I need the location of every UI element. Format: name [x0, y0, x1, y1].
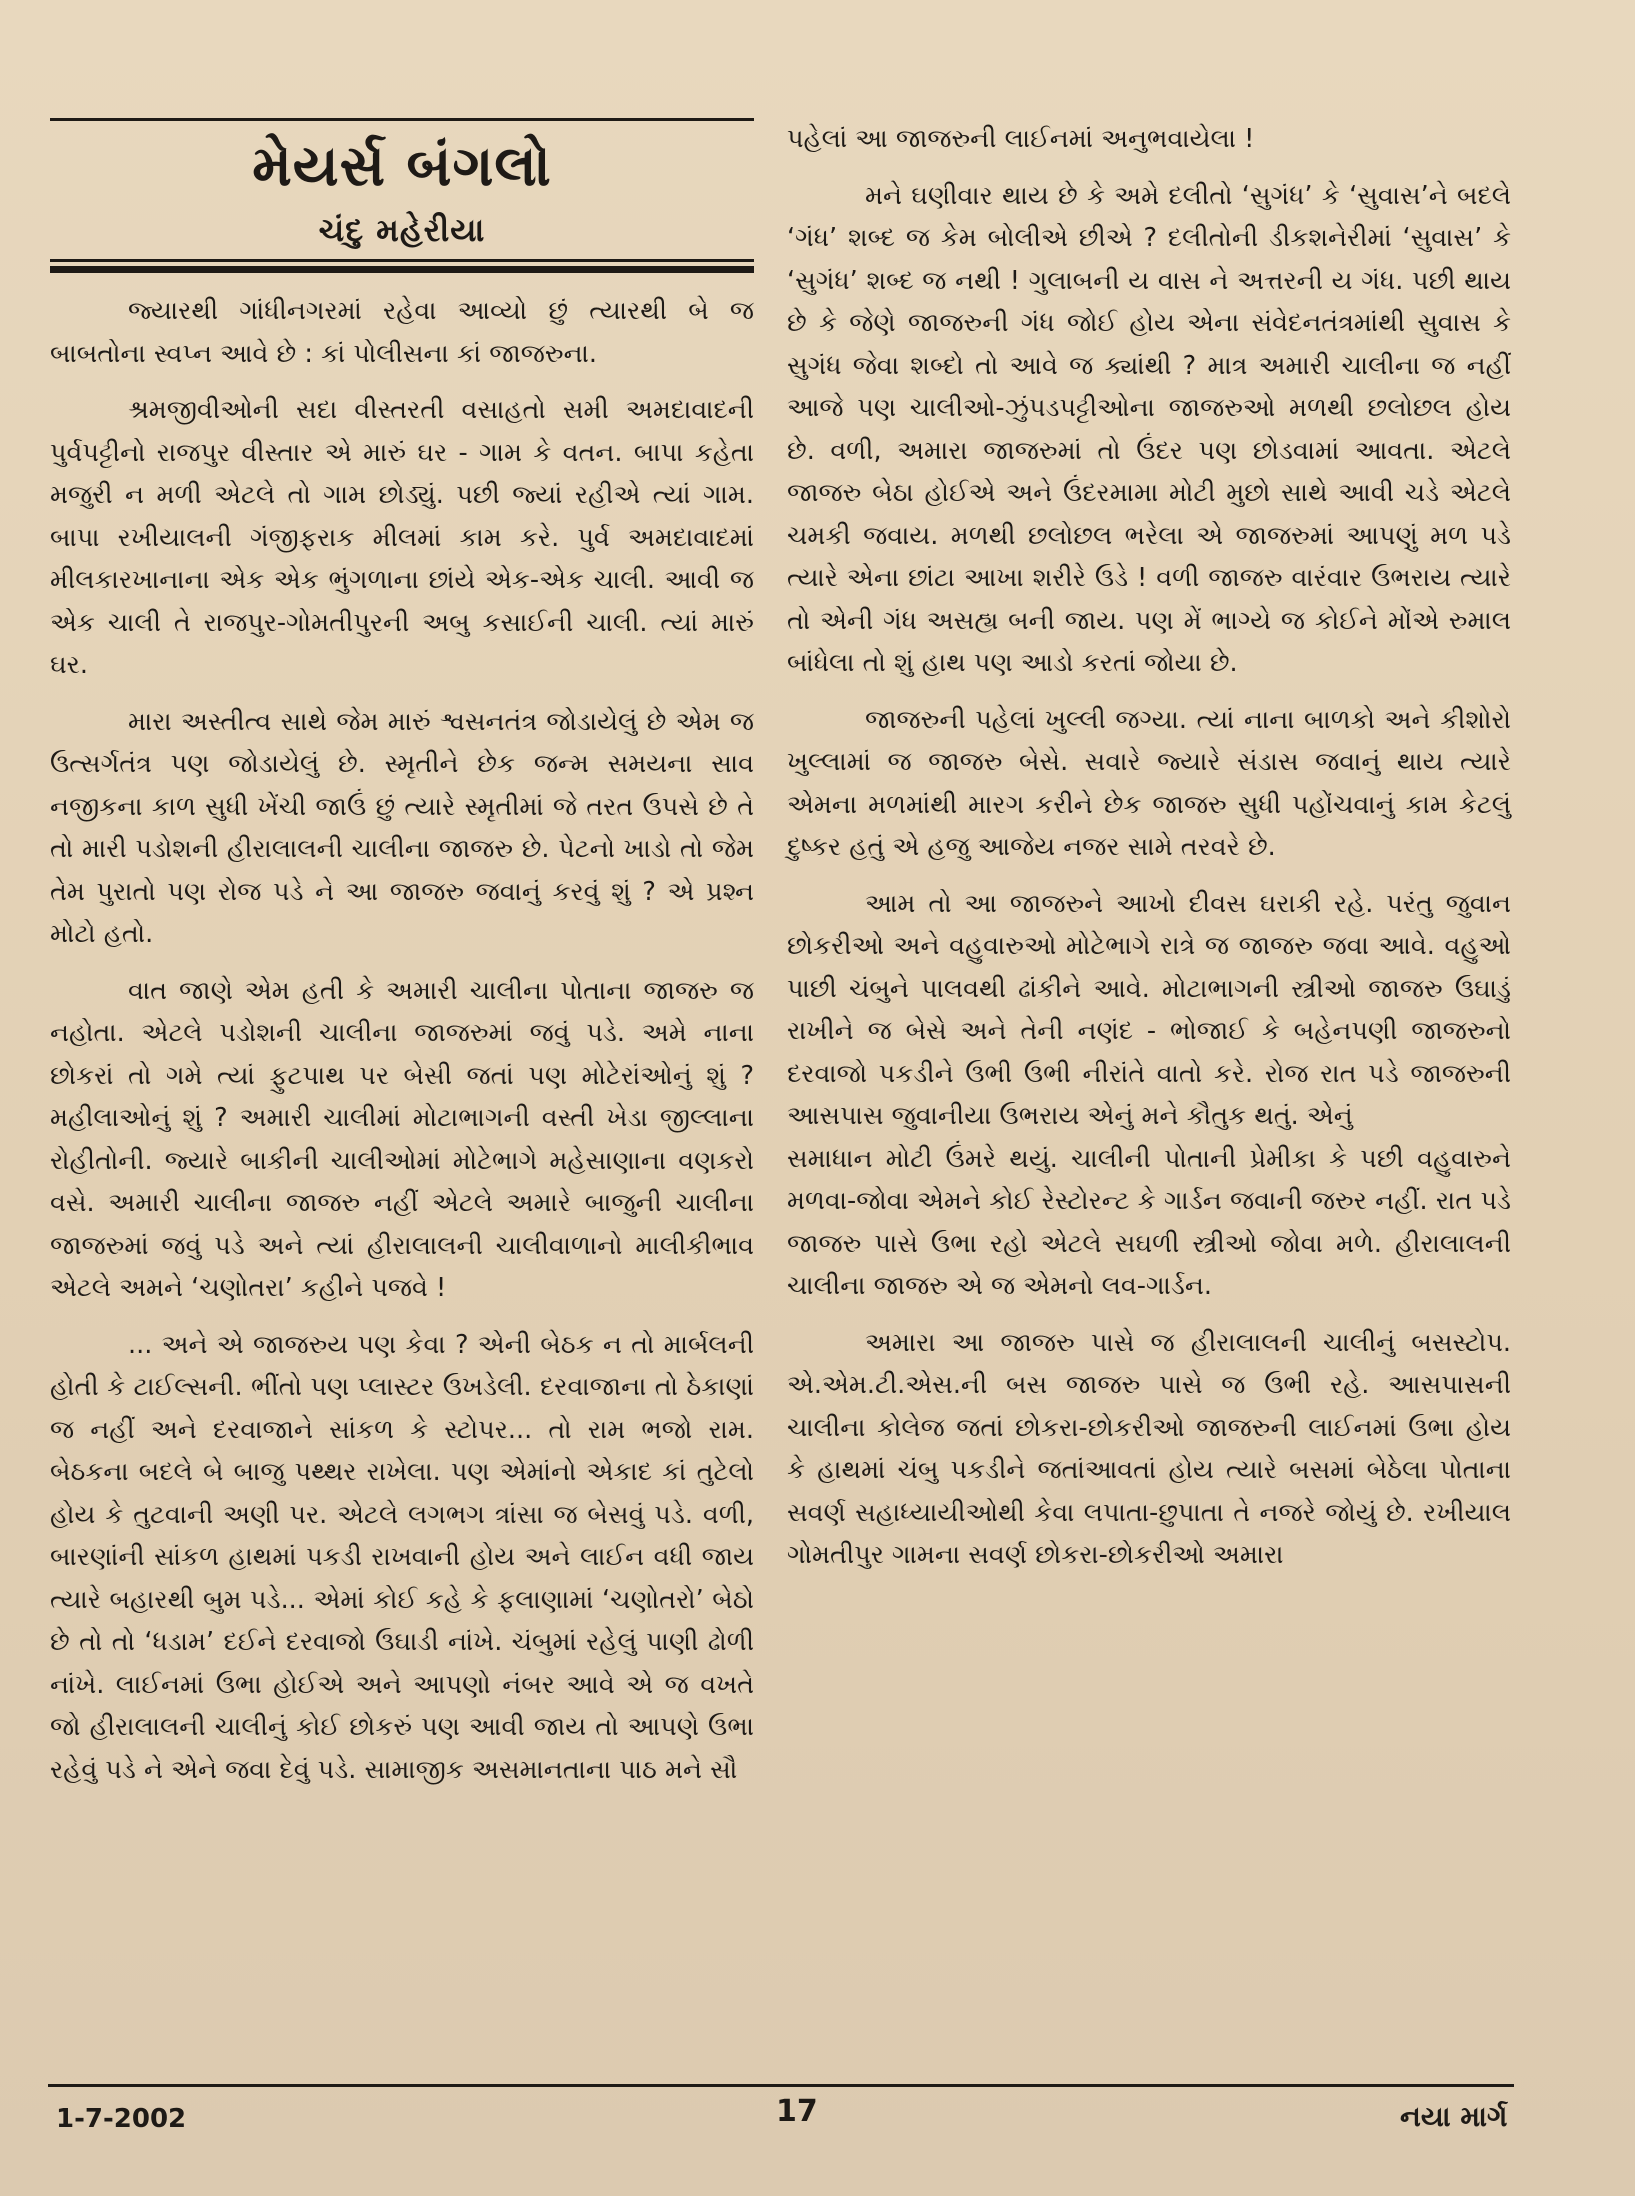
issue-date: 1-7-2002: [56, 2104, 187, 2134]
paragraph: મને ઘણીવાર થાય છે કે અમે દલીતો ‘સુગંધ’ કે ‘સુવાસ’ને બદલે ‘ગંધ’ શબ્દ જ કેમ બોલીએ છીએ ? દલીતોની ડીકશનેરીમાં ‘સુવાસ’ કે ‘સુગંધ’ શબ્દ જ નથી ! ગુલાબની ય વાસ ને અત્તરની ય ગંધ. પછી થાય છે કે જેણે જાજરુની ગંધ જોઈ હોય એના સંવેદનતંત્રમાંથી સુવાસ કે સુગંધ જેવા શબ્દો તો આવે જ ક્યાંથી ? માત્ર અમારી ચાલીના જ નહીં આજે પણ ચાલીઓ-ઝુંપડપટ્ટીઓના જાજરુઓ મળથી છલોછલ હોય છે. વળી, અમારા જાજરુમાં તો ઉંદર પણ છોડવામાં આવતા. એટલે જાજરુ બેઠા હોઈએ અને ઉંદરમામા મોટી મુછો સાથે આવી ચડે એટલે ચમકી જવાય. મળથી છલોછલ ભરેલા એ જાજરુમાં આપણું મળ પડે ત્યારે એના છાંટા આખા શરીરે ઉડે ! વળી જાજરુ વારંવાર ઉભરાય ત્યારે તો એની ગંધ અસહ્ય બની જાય. પણ મેં ભાગ્યે જ કોઈને મોંએ રુમાલ બાંધેલા તો શું હાથ પણ આડો કરતાં જોયા છે.: [787, 180, 1511, 678]
footer-rule: [48, 2084, 1514, 2087]
header-bottom-rule-thick: [50, 266, 754, 273]
header-top-rule: [50, 118, 754, 121]
article-author: ચંદુ મહેરીયા: [318, 211, 486, 249]
paragraph: પહેલાં આ જાજરુની લાઈનમાં અનુભવાયેલા !: [787, 124, 1255, 154]
paragraph: અમારા આ જાજરુ પાસે જ હીરાલાલની ચાલીનું બસસ્ટોપ. એ.એમ.ટી.એસ.ની બસ જાજરુ પાસે જ ઉભી રહે. આસપાસની ચાલીના કોલેજ જતાં છોકરા-છોકરીઓ જાજરુની લાઈનમાં ઉભા હોય કે હાથમાં ચંબુ પકડીને જતાંઆવતાં હોય ત્યારે બસમાં બેઠેલા પોતાના સવર્ણ સહાધ્યાયીઓથી કેવા લપાતા-છુપાતા તે નજરે જોયું છે. રખીયાલ ગોમતીપુર ગામના સવર્ણ છોકરા-છોકરીઓ અમારા: [787, 1327, 1511, 1570]
header-bottom-rule-thin: [50, 259, 754, 262]
magazine-name: નયા માર્ગ: [1400, 2100, 1508, 2133]
right-column: [787, 118, 1511, 1577]
paragraph: મારા અસ્તીત્વ સાથે જેમ મારું શ્વસનતંત્ર જોડાયેલું છે એમ જ ઉત્સર્ગતંત્ર પણ જોડાયેલું છે. સ્મૃતીને છેક જન્મ સમયના સાવ નજીકના કાળ સુધી ખેંચી જાઉં છું ત્યારે સ્મૃતીમાં જે તરત ઉપસે છે તે તો મારી પડોશની હીરાલાલની ચાલીના જાજરુ છે. પેટનો ખાડો તો જેમ તેમ પુરાતો પણ રોજ પડે ને આ જાજરુ જવાનું કરવું શું ? એ પ્રશ્ન મોટો હતો.: [50, 706, 754, 949]
article-title: મેયર્સ બંગલો: [252, 134, 552, 199]
paragraph: આમ તો આ જાજરુને આખો દીવસ ઘરાકી રહે. પરંતુ જુવાન છોકરીઓ અને વહુવારુઓ મોટેભાગે રાત્રે જ જાજરુ જવા આવે. વહુઓ પાછી ચંબુને પાલવથી ઢાંકીને આવે. મોટાભાગની સ્ત્રીઓ જાજરુ ઉઘાડું રાખીને જ બેસે અને તેની નણંદ - ભોજાઈ કે બહેનપણી જાજરુનો દરવાજો પકડીને ઉભી ઉભી નીરાંતે વાતો કરે. રોજ રાત પડે જાજરુની આસપાસ જુવાનીયા ઉભરાય એનું મને કૌતુક થતું. એનું: [787, 888, 1511, 1131]
left-column: [50, 290, 754, 1791]
paragraph: જ્યારથી ગાંધીનગરમાં રહેવા આવ્યો છું ત્યારથી બે જ બાબતોના સ્વપ્ન આવે છે : કાં પોલીસના કાં જાજરુના.: [50, 296, 754, 369]
page-number: 17: [776, 2094, 818, 2129]
paragraph: ... અને એ જાજરુય પણ કેવા ? એની બેઠક ન તો માર્બલની હોતી કે ટાઈલ્સની. ભીંતો પણ પ્લાસ્ટર ઉખડેલી. દરવાજાના તો ઠેકાણાં જ નહીં અને દરવાજાને સાંકળ કે સ્ટોપર... તો રામ ભજો રામ. બેઠકના બદલે બે બાજુ પથ્થર રાખેલા. પણ એમાંનો એકાદ કાં તુટેલો હોય કે તુટવાની અણી પર. એટલે લગભગ ત્રાંસા જ બેસવું પડે. વળી, બારણાંની સાંકળ હાથમાં પકડી રાખવાની હોય અને લાઈન વધી જાય ત્યારે બહારથી બુમ પડે... એમાં કોઈ કહે કે ફલાણામાં ‘ચણોતરો’ બેઠો છે તો તો ‘ધડામ’ દઈને દરવાજો ઉઘાડી નાંખે. ચંબુમાં રહેલું પાણી ઢોળી નાંખે. લાઈનમાં ઉભા હોઈએ અને આપણો નંબર આવે એ જ વખતે જો હીરાલાલની ચાલીનું કોઈ છોકરું પણ આવી જાય તો આપણે ઉભા રહેવું પડે ને એને જવા દેવું પડે. સામાજીક અસમાનતાના પાઠ મને સૌ: [50, 1329, 754, 1785]
paragraph: વાત જાણે એમ હતી કે અમારી ચાલીના પોતાના જાજરુ જ નહોતા. એટલે પડોશની ચાલીના જાજરુમાં જવું પડે. અમે નાના છોકરાં તો ગમે ત્યાં ફુટપાથ પર બેસી જતાં પણ મોટેરાંઓનું શું ? મહીલાઓનું શું ? અમારી ચાલીમાં મોટાભાગની વસ્તી ખેડા જીલ્લાના રોહીતોની. જ્યારે બાકીની ચાલીઓમાં મોટેભાગે મહેસાણાના વણકરો વસે. અમારી ચાલીના જાજરુ નહીં એટલે અમારે બાજુની ચાલીના જાજરુમાં જવું પડે અને ત્યાં હીરાલાલની ચાલીવાળાનો માલીકીભાવ એટલે અમને ‘ચણોતરા’ કહીને પજવે !: [50, 975, 754, 1303]
paragraph: શ્રમજીવીઓની સદા વીસ્તરતી વસાહતો સમી અમદાવાદની પુર્વપટ્ટીનો રાજપુર વીસ્તાર એ મારું ઘર - ગામ કે વતન. બાપા કહેતા મજુરી ન મળી એટલે તો ગામ છોડ્યું. પછી જ્યાં રહીએ ત્યાં ગામ. બાપા રખીયાલની ગંજીફરાક મીલમાં કામ કરે. પુર્વ અમદાવાદમાં મીલકારખાનાના એક એક ભુંગળાના છાંયે એક-એક ચાલી. આવી જ એક ચાલી તે રાજપુર-ગોમતીપુરની અબુ કસાઈની ચાલી. ત્યાં મારું ઘર.: [50, 395, 754, 680]
article-header: [50, 118, 754, 273]
paragraph: સમાધાન મોટી ઉંમરે થયું. ચાલીની પોતાની પ્રેમીકા કે પછી વહુવારુને મળવા-જોવા એમને કોઈ રેસ્ટોરન્ટ કે ગાર્ડન જવાની જરુર નહીં. રાત પડે જાજરુ પાસે ઉભા રહો એટલે સઘળી સ્ત્રીઓ જોવા મળે. હીરાલાલની ચાલીના જાજરુ એ જ એમનો લવ-ગાર્ડન.: [787, 1143, 1511, 1301]
paragraph: જાજરુની પહેલાં ખુલ્લી જગ્યા. ત્યાં નાના બાળકો અને કીશોરો ખુલ્લામાં જ જાજરુ બેસે. સવારે જ્યારે સંડાસ જવાનું થાય ત્યારે એમના મળમાંથી મારગ કરીને છેક જાજરુ સુધી પહોંચવાનું કામ કેટલું દુષ્કર હતું એ હજુ આજેય નજર સામે તરવરે છે.: [787, 704, 1511, 862]
